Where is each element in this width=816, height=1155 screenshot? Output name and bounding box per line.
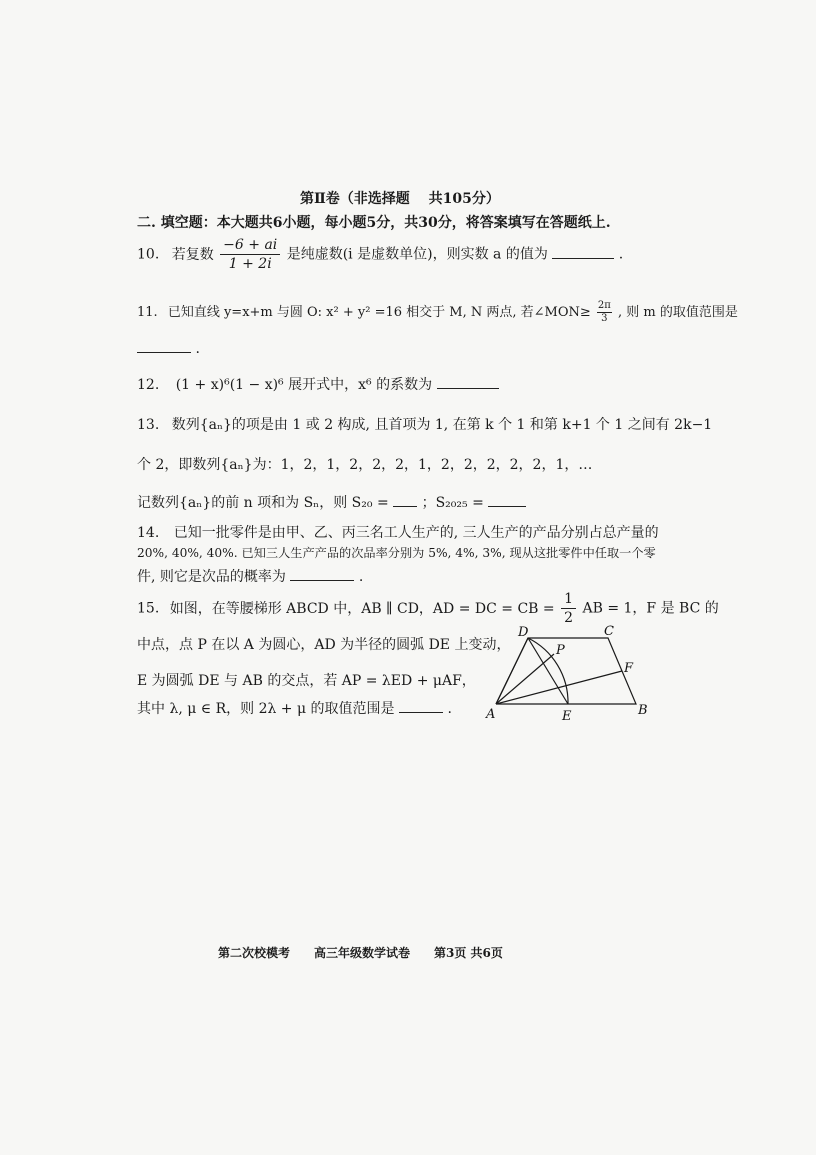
q13-text-3-pre: 记数列{aₙ}的前 n 项和为 Sₙ，则 S₂₀ = xyxy=(137,495,389,511)
q15-text-3: E 为圆弧 DE 与 AB 的交点，若 AP = λED + μAF， xyxy=(137,673,476,689)
trapezoid-outline xyxy=(496,638,636,704)
q15-fraction-denominator: 2 xyxy=(564,610,574,626)
question-15-line-2 xyxy=(137,634,510,654)
q11-text-post: , 则 m 的取值范围是 xyxy=(617,305,738,320)
q14-text-1: 已知一批零件是由甲、乙、丙三名工人生产的, 三人生产的产品分别占总产量的 xyxy=(173,525,659,541)
q12-text: (1 + x)⁶(1 − x)⁶ 展开式中，x⁶ 的系数为 xyxy=(175,377,433,393)
question-10 xyxy=(137,236,623,273)
q10-text-post: 是纯虚数(i 是虚数单位)，则实数 a 的值为 xyxy=(286,246,548,263)
q15-answer-blank xyxy=(399,700,443,713)
question-14-line-3 xyxy=(137,566,363,586)
question-15-line-3 xyxy=(137,670,476,690)
q15-text-1-pre: 如图，在等腰梯形 ABCD 中，AB ∥ CD，AD = DC = CB = xyxy=(169,600,555,617)
fill-blank-instruction: 二. 填空题：本大题共6小题，每小题5分，共30分，将答案填写在答题纸上. xyxy=(137,215,611,231)
q15-text-4: 其中 λ, μ ∈ R，则 2λ + μ 的取值范围是 xyxy=(137,701,395,717)
q15-fraction-numerator: 1 xyxy=(561,590,576,609)
q14-end: . xyxy=(358,569,364,585)
question-13-line-2 xyxy=(137,454,592,474)
page-footer: 第二次校模考 高三年级数学试卷 第3页 共6页 xyxy=(218,946,503,960)
question-13-line-3 xyxy=(137,492,526,512)
q10-fraction-denominator: 1 + 2i xyxy=(228,256,272,272)
q13-answer-blank-1 xyxy=(393,494,417,507)
q11-answer-blank xyxy=(137,340,191,353)
label-c: C xyxy=(604,624,614,639)
q15-number: 15. xyxy=(137,600,160,617)
q12-number: 12. xyxy=(137,377,160,393)
q11-fraction-numerator: 2π xyxy=(597,300,611,311)
segment-ac xyxy=(496,638,528,704)
question-11 xyxy=(137,300,738,325)
q11-text-pre: 已知直线 y=x+m 与圆 O: x² + y² =16 相交于 M, N 两点, 若∠MON≥ xyxy=(167,305,591,320)
question-15-line-4 xyxy=(137,698,452,718)
label-d: D xyxy=(518,625,529,640)
label-b: B xyxy=(638,703,648,718)
q11-fraction-denominator: 3 xyxy=(601,313,608,324)
question-14-line-1 xyxy=(137,522,659,542)
question-14-line-2 xyxy=(137,544,656,561)
label-a: A xyxy=(486,707,496,722)
q11-fraction xyxy=(597,300,612,325)
question-13-line-1 xyxy=(137,414,712,434)
q11-number: 11. xyxy=(137,305,158,320)
section-title: 第Ⅱ卷（非选择题 共105分） xyxy=(300,191,500,207)
label-e: E xyxy=(562,709,572,724)
q13-answer-blank-2 xyxy=(488,494,526,507)
q13-text-2: 个 2，即数列{aₙ}为：1，2，1，2，2，2，1，2，2，2，2，2，1，… xyxy=(137,457,593,473)
q14-answer-blank xyxy=(290,568,354,581)
q13-number: 13. xyxy=(137,417,160,433)
q14-text-3: 件, 则它是次品的概率为 xyxy=(137,569,286,585)
q13-text-1: 数列{aₙ}的项是由 1 或 2 构成, 且首项为 1, 在第 k 个 1 和第 k+1 个 1 之间有 2k−1 xyxy=(171,417,713,433)
q10-fraction-numerator: −6 + ai xyxy=(220,236,280,255)
q11-answer-line xyxy=(137,340,200,357)
q10-fraction xyxy=(220,236,280,273)
q14-number: 14. xyxy=(137,525,160,541)
q15-end: . xyxy=(447,701,452,717)
q10-number: 10. xyxy=(137,246,160,263)
q15-text-1-post: AB = 1，F 是 BC 的 xyxy=(582,600,719,617)
q14-text-2: 20%, 40%, 40%. 已知三人生产产品的次品率分别为 5%, 4%, 3%, 现从这批零件中任取一个零 xyxy=(137,546,656,560)
q10-text-pre: 若复数 xyxy=(171,246,214,263)
q15-text-2: 中点，点 P 在以 A 为圆心，AD 为半径的圆弧 DE 上变动， xyxy=(137,637,511,653)
label-p: P xyxy=(556,643,565,658)
q12-answer-blank xyxy=(437,376,499,389)
q10-end: . xyxy=(618,246,624,263)
q10-answer-blank xyxy=(552,246,614,259)
q11-end: . xyxy=(195,341,200,357)
trapezoid-figure xyxy=(480,622,660,726)
label-f: F xyxy=(624,661,634,676)
question-12 xyxy=(137,374,499,394)
q13-text-3-mid: ；S₂₀₂₅ = xyxy=(421,495,484,511)
